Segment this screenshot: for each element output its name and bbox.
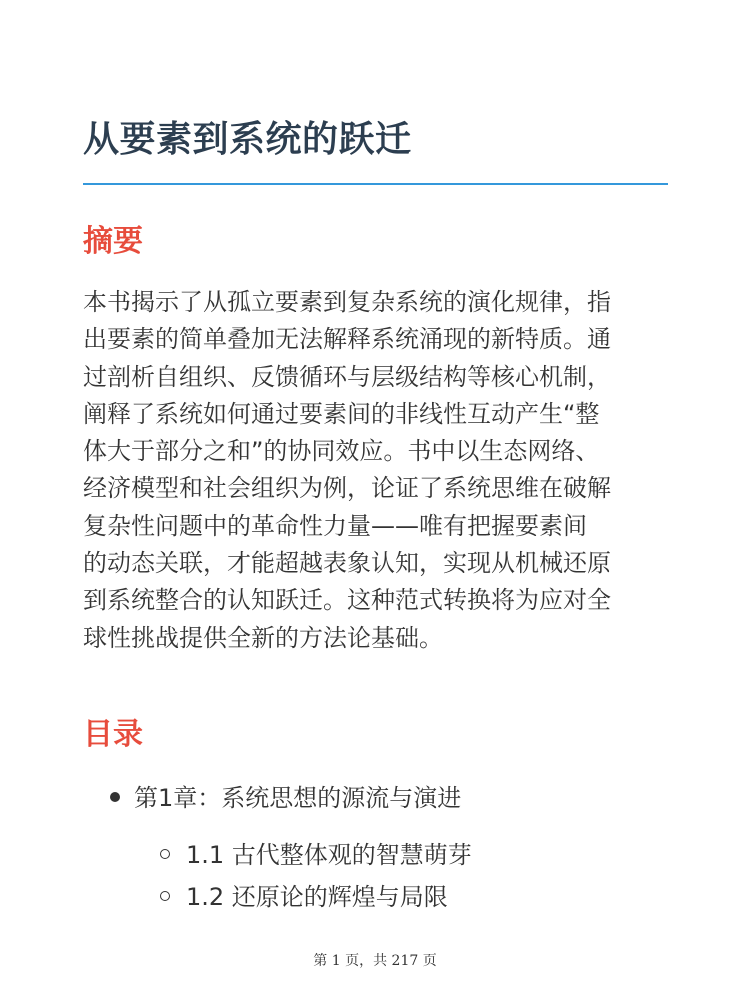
toc-chapter-label: 第1章：系统思想的源流与演进 <box>134 784 462 812</box>
toc-section-item[interactable] <box>160 838 472 872</box>
bullet-circle-icon <box>160 891 170 901</box>
toc-heading: 目录 <box>83 717 143 752</box>
abstract-line: 过剖析自组织、反馈循环与层级结构等核心机制， <box>83 362 611 391</box>
abstract-line: 阐释了系统如何通过要素间的非线性互动产生“整 <box>83 399 600 428</box>
abstract-line: 出要素的简单叠加无法解释系统涌现的新特质。通 <box>83 325 611 354</box>
abstract-line: 到系统整合的认知跃迁。这种范式转换将为应对全 <box>83 586 611 615</box>
abstract-line: 复杂性问题中的革命性力量——唯有把握要素间 <box>83 511 587 540</box>
document-title: 从要素到系统的跃迁 <box>83 119 412 160</box>
abstract-line: 体大于部分之和”的协同效应。书中以生态网络、 <box>83 437 600 466</box>
bullet-disc-icon <box>110 792 120 802</box>
abstract-line: 本书揭示了从孤立要素到复杂系统的演化规律，指 <box>83 288 611 316</box>
title-divider <box>83 183 668 185</box>
toc-chapter-item[interactable] <box>110 781 461 815</box>
toc-section-label: 1.1 古代整体观的智慧萌芽 <box>186 841 472 869</box>
abstract-paragraph <box>83 284 670 657</box>
abstract-line: 球性挑战提供全新的方法论基础。 <box>83 623 443 652</box>
page-number-footer: 第 1 页，共 217 页 <box>313 953 437 969</box>
toc-section-item[interactable] <box>160 880 448 914</box>
toc-section-label: 1.2 还原论的辉煌与局限 <box>186 883 448 911</box>
abstract-line: 经济模型和社会组织为例，论证了系统思维在破解 <box>83 474 611 503</box>
abstract-line: 的动态关联，才能超越表象认知，实现从机械还原 <box>83 549 611 578</box>
abstract-heading: 摘要 <box>83 224 143 259</box>
bullet-circle-icon <box>160 849 170 859</box>
